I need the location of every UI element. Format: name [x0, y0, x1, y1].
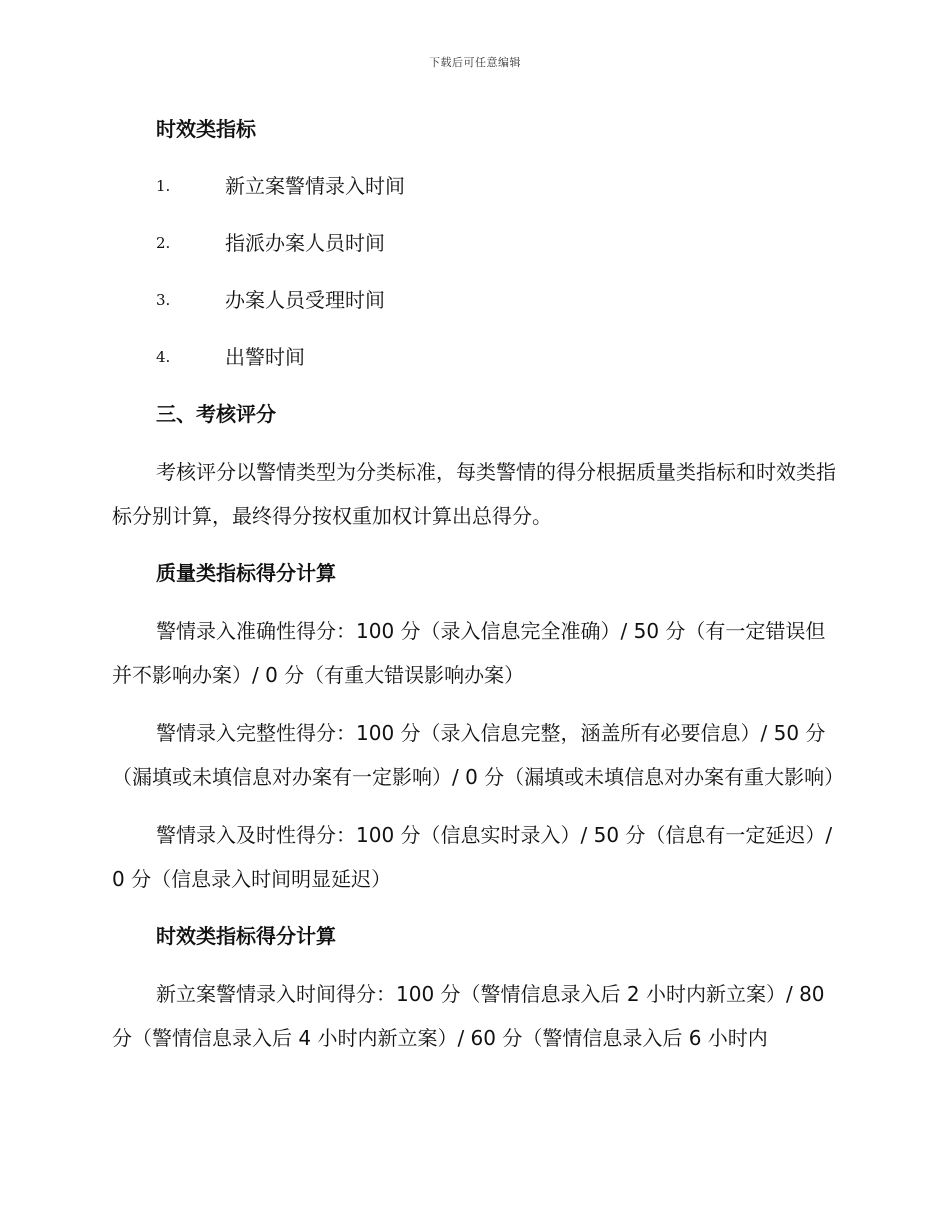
- list-number: 2.: [156, 234, 171, 252]
- list-item: [112, 222, 842, 264]
- page-header-note: 下载后可任意编辑: [429, 56, 521, 69]
- list-number: 4.: [156, 348, 171, 366]
- new-case-time-score-paragraph: 新立案警情录入时间得分：100 分（警情信息录入后 2 小时内新立案）/ 80 分（警情信息录入后 4 小时内新立案）/ 60 分（警情信息录入后 6 小时内: [112, 982, 825, 1050]
- section-heading-scoring: 三、考核评分: [156, 402, 276, 426]
- completeness-score-paragraph: 警情录入完整性得分：100 分（录入信息完整，涵盖所有必要信息）/ 50 分（漏填或未填信息对办案有一定影响）/ 0 分（漏填或未填信息对办案有重大影响）: [112, 721, 845, 789]
- section-heading-timeliness-scores: 时效类指标得分计算: [156, 924, 336, 948]
- list-item: [112, 279, 842, 321]
- accuracy-score-paragraph: 警情录入准确性得分：100 分（录入信息完全准确）/ 50 分（有一定错误但并不影响办案）/ 0 分（有重大错误影响办案）: [112, 619, 826, 687]
- timeliness-score-paragraph: 警情录入及时性得分：100 分（信息实时录入）/ 50 分（信息有一定延迟）/ 0 分（信息录入时间明显延迟）: [112, 823, 833, 891]
- list-item: [112, 165, 842, 207]
- section-heading-quality-scores: 质量类指标得分计算: [156, 561, 336, 585]
- list-item: [112, 336, 842, 378]
- document-body: [112, 108, 845, 1074]
- list-text: 指派办案人员时间: [225, 231, 385, 255]
- list-text: 出警时间: [225, 345, 305, 369]
- list-text: 办案人员受理时间: [225, 288, 385, 312]
- section-heading-timeliness-indicators: 时效类指标: [156, 117, 256, 141]
- list-number: 1.: [156, 177, 171, 195]
- scoring-intro-paragraph: 考核评分以警情类型为分类标准，每类警情的得分根据质量类指标和时效类指标分别计算，最终得分按权重加权计算出总得分。: [112, 460, 836, 528]
- list-number: 3.: [156, 291, 171, 309]
- list-text: 新立案警情录入时间: [225, 174, 405, 198]
